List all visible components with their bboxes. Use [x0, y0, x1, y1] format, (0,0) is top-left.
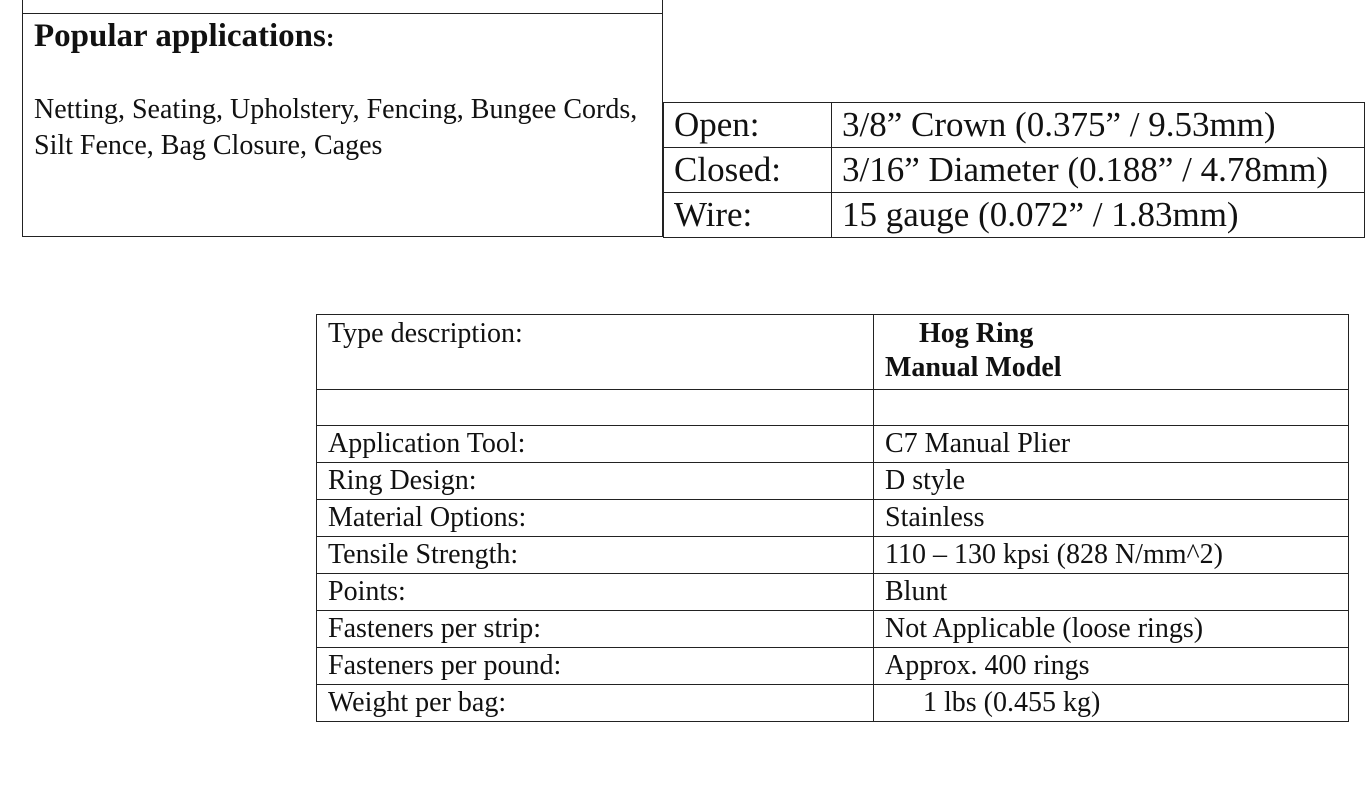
- weight-value: 1 lbs (0.455 kg): [923, 687, 1101, 718]
- spec-value: 110 – 130 kpsi (828 N/mm^2): [874, 537, 1349, 574]
- applications-list-text: Netting, Seating, Upholstery, Fencing, Bungee Cords, Silt Fence, Bag Closure, Cages: [34, 94, 638, 161]
- table-row-type-description: [317, 315, 1349, 390]
- table-row: [317, 463, 1349, 500]
- type-description-label: Type description:: [317, 315, 874, 390]
- spec-label: Fasteners per pound:: [317, 648, 874, 685]
- type-value-line1: Hog Ring: [919, 318, 1034, 349]
- popular-applications-box: [22, 0, 663, 237]
- spec-value: [874, 685, 1349, 722]
- dimensions-table: [663, 102, 1365, 238]
- table-row: [317, 426, 1349, 463]
- table-row: [664, 148, 1365, 193]
- spec-value: Blunt: [874, 574, 1349, 611]
- table-row-blank: [317, 390, 1349, 426]
- spec-value: C7 Manual Plier: [874, 426, 1349, 463]
- dimension-label-wire: Wire:: [664, 193, 832, 238]
- dimension-label-closed: Closed:: [664, 148, 832, 193]
- spec-label: Points:: [317, 574, 874, 611]
- dimension-value-wire: 15 gauge (0.072” / 1.83mm): [832, 193, 1365, 238]
- dimension-value-open: 3/8” Crown (0.375” / 9.53mm): [832, 103, 1365, 148]
- type-description-value: [874, 315, 1349, 390]
- spec-label: Fasteners per strip:: [317, 611, 874, 648]
- table-row: [317, 574, 1349, 611]
- specification-table: [316, 314, 1349, 722]
- table-row: [664, 193, 1365, 238]
- table-row: [317, 537, 1349, 574]
- spec-value: Approx. 400 rings: [874, 648, 1349, 685]
- table-row: [317, 685, 1349, 722]
- applications-title: Popular applications: [34, 18, 326, 54]
- table-row: [317, 611, 1349, 648]
- blank-cell: [874, 390, 1349, 426]
- spec-label: Application Tool:: [317, 426, 874, 463]
- dimension-value-closed: 3/16” Diameter (0.188” / 4.78mm): [832, 148, 1365, 193]
- spec-label: Weight per bag:: [317, 685, 874, 722]
- table-row: [317, 648, 1349, 685]
- spec-label: Ring Design:: [317, 463, 874, 500]
- blank-cell: [317, 390, 874, 426]
- type-value-line2: Manual Model: [885, 352, 1062, 383]
- applications-heading: [34, 18, 335, 54]
- spec-value: Not Applicable (loose rings): [874, 611, 1349, 648]
- spec-value: D style: [874, 463, 1349, 500]
- table-row: [317, 500, 1349, 537]
- table-row: [664, 103, 1365, 148]
- divider: [23, 13, 662, 14]
- dimension-label-open: Open:: [664, 103, 832, 148]
- applications-title-colon: :: [325, 23, 335, 52]
- spec-label: Material Options:: [317, 500, 874, 537]
- spec-value: Stainless: [874, 500, 1349, 537]
- spec-label: Tensile Strength:: [317, 537, 874, 574]
